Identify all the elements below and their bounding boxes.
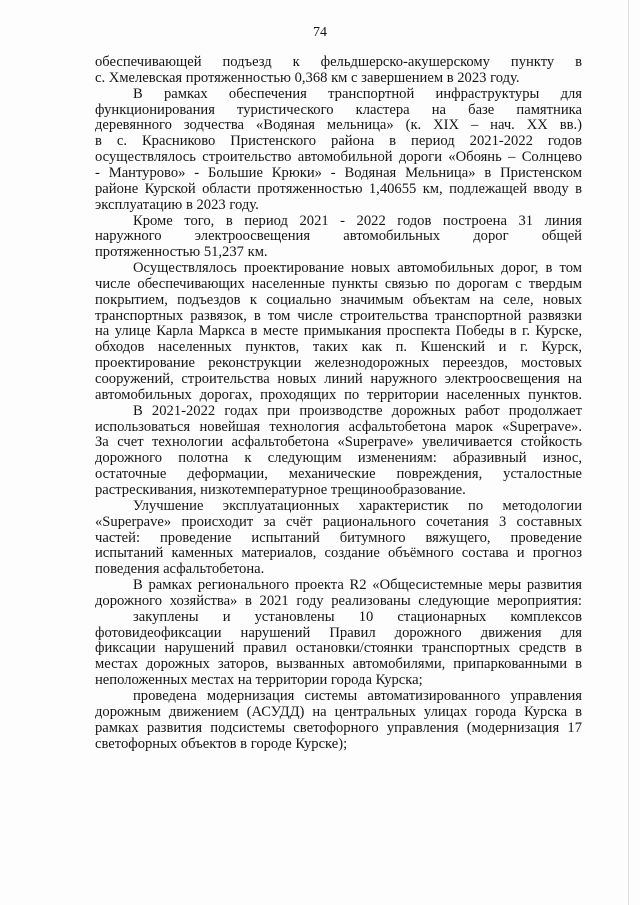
text-line: протяженностью 51,237 км. — [95, 244, 268, 261]
text-line: светофорных объектов в городе Курске); — [95, 735, 348, 752]
text-line: закуплены и установлены 10 стационарных комплексов — [133, 608, 582, 625]
text-line: обеспечивающей подъезд к фельдшерско-акушерскому пункту в — [95, 54, 582, 70]
text-line: остаточные деформации, механические повреждения, усталостные — [95, 466, 582, 483]
text-line: испытаний каменных материалов, создание объёмного состава и прогноз — [95, 545, 582, 562]
text-line: фиксации нарушений правил остановки/стоянки транспортных средств в — [95, 640, 582, 657]
text-line: функционирования туристического кластера на базе памятника — [95, 101, 582, 118]
text-line: на улице Карла Маркса в месте примыкания проспекта Победы в г. Курске, — [95, 323, 582, 340]
text-line: дорожным движением (АСУДД) на центральных улицах города Курска в — [95, 703, 582, 720]
text-line: растрескивания, низкотемпературное трещинообразование. — [95, 481, 466, 498]
text-line: автомобильных дорогах, проходящих по территории населенных пунктов. — [95, 386, 582, 403]
text-line: Кроме того, в период 2021 - 2022 годов построена 31 линия — [133, 212, 582, 229]
text-line: районе Курской области протяженностью 1,40655 км, подлежащей вводу в — [95, 180, 582, 197]
text-line: Осуществлялось проектирование новых автомобильных дорог, в том — [133, 260, 582, 277]
text-line: проектирование реконструкции железнодорожных переездов, мостовых — [95, 355, 582, 372]
text-line: осуществлялось строительство автомобильной дороги «Обоянь – Солнцево — [95, 149, 582, 166]
text-line: «Superpave» происходит за счёт рационального сочетания 3 составных — [95, 513, 582, 530]
text-line: использоваться новейшая технология асфальтобетона марок «Superpave». — [95, 418, 582, 435]
text-line: дорожного полотна к следующим изменениям: абразивный износ, — [95, 450, 582, 467]
page-number: 74 — [313, 25, 327, 40]
text-line: За счет технологии асфальтобетона «Superpave» увеличивается стойкость — [95, 434, 582, 451]
text-line: В рамках обеспечения транспортной инфраструктуры для — [133, 85, 582, 102]
text-line: Улучшение эксплуатационных характеристик по методологии — [133, 497, 582, 514]
text-line: - Мантурово» - Большие Крюки» - Водяная Мельница» в Пристенском — [95, 164, 582, 181]
text-line: дорожного хозяйства» в 2021 году реализованы следующие мероприятия: — [95, 592, 582, 609]
text-line: В 2021-2022 годах при производстве дорожных работ продолжает — [133, 402, 582, 419]
page-edge-shadow — [628, 0, 629, 905]
text-line: числе обеспечивающих населенные пункты связью по дорогам с твердым — [95, 275, 582, 292]
text-line: эксплуатацию в 2023 году. — [95, 196, 259, 213]
text-line: проведена модернизация системы автоматизированного управления — [133, 688, 582, 704]
text-line: транспортных развязок, в том числе строительства транспортной развязки — [95, 307, 582, 324]
text-line: наружного электроосвещения автомобильных дорог общей — [95, 228, 582, 245]
text-line: рамках развития подсистемы светофорного управления (модернизация 17 — [95, 719, 582, 736]
text-line: деревянного зодчества «Водяная мельница» (к. XIX – нач. XX вв.) — [95, 117, 582, 134]
text-line: с. Хмелевская протяженностью 0,368 км с завершением в 2023 году. — [95, 69, 520, 86]
text-line: в с. Красниково Пристенского района в период 2021-2022 годов — [95, 133, 582, 150]
text-line: фотовидеофиксации нарушений Правил дорожного движения для — [95, 624, 582, 641]
text-line: В рамках регионального проекта R2 «Общесистемные меры развития — [133, 577, 582, 594]
text-line: неположенных местах на территории города Курска; — [95, 672, 423, 689]
text-line: частей: проведение испытаний битумного вяжущего, проведение — [95, 529, 582, 546]
text-line: сооружений, строительства новых линий наружного электроосвещения на — [95, 371, 582, 387]
text-line: местах дорожных заторов, вызванных автомобилями, припаркованными в — [95, 656, 582, 673]
text-line: поведения асфальтобетона. — [95, 561, 265, 578]
text-line: обходов населенных пунктов, таких как п. Кшенский и г. Курск, — [95, 339, 582, 356]
text-line: покрытием, подъездов к социально значимым объектам на селе, новых — [95, 291, 582, 308]
